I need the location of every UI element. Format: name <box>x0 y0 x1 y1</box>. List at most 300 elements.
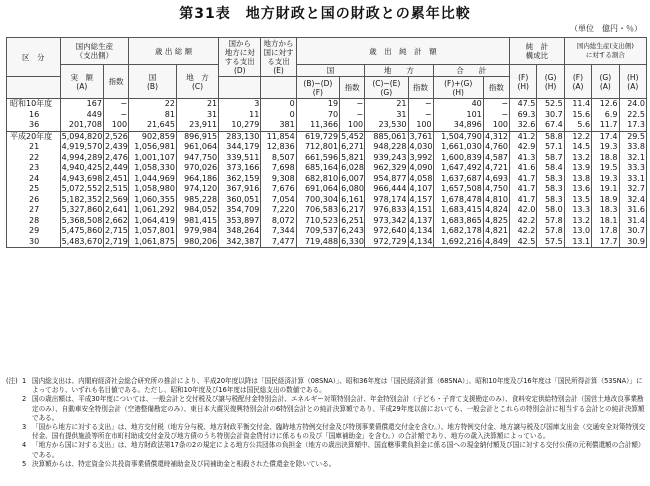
table-cell: 13.0 <box>564 226 591 237</box>
table-cell: 13.2 <box>564 216 591 227</box>
table-cell: 8,072 <box>261 216 296 227</box>
table-cell: 58.3 <box>537 195 564 206</box>
table-cell: 970,026 <box>176 163 218 174</box>
footnote-num: 5 <box>22 459 27 468</box>
table-cell: 344,179 <box>219 142 261 153</box>
header-from-kuni-spacer <box>219 77 261 99</box>
table-cell: 342,387 <box>219 237 261 248</box>
table-cell: 6,080 <box>341 184 364 193</box>
row-label: 27 <box>7 205 61 216</box>
table-cell: 2,641 <box>104 205 128 214</box>
table-cell: 348,264 <box>219 226 261 237</box>
footnote-item <box>6 377 646 395</box>
table-cell: 13.8 <box>564 174 591 185</box>
header-chiho-c: 地 方 (C) <box>176 65 218 99</box>
table-cell: − <box>408 99 433 110</box>
table-cell: 9,308 <box>261 174 296 185</box>
table-row <box>7 142 647 153</box>
table-cell: 978,174 <box>365 195 408 206</box>
table-cell: 11,366 <box>296 120 339 131</box>
table-cell: 0 <box>261 110 296 121</box>
table-cell: 6,028 <box>341 163 364 172</box>
table-cell: 52.5 <box>537 99 564 110</box>
table-cell: 19 <box>296 99 339 110</box>
table-row <box>7 174 647 185</box>
table-cell: 32.7 <box>619 184 646 195</box>
table-cell: 1,647,492 <box>433 163 483 174</box>
table-cell: 41.6 <box>510 163 537 174</box>
table-cell: 34,896 <box>433 120 483 131</box>
table-cell: 1,637,687 <box>433 174 483 185</box>
footnote-item <box>6 441 646 459</box>
table-cell: 70 <box>296 110 339 121</box>
table-cell: 1,058,980 <box>129 184 177 195</box>
table-cell: 4,137 <box>409 215 433 225</box>
table-cell: 30.7 <box>619 226 646 237</box>
table-cell: 58.8 <box>537 131 564 142</box>
row-label: 25 <box>7 184 61 195</box>
table-row <box>7 237 647 248</box>
table-cell: 31.4 <box>619 216 646 227</box>
table-cell: 1,683,865 <box>433 216 483 227</box>
table-row <box>7 216 647 227</box>
footnote-prefix <box>6 460 22 469</box>
table-cell: 4,760 <box>485 142 509 151</box>
row-label: 26 <box>7 195 61 206</box>
table-cell: 81 <box>129 110 177 121</box>
table-cell: 41.7 <box>510 174 537 185</box>
table-cell: 19.3 <box>592 142 619 153</box>
table-cell: 31.6 <box>619 205 646 216</box>
table-cell: 449 <box>60 110 103 121</box>
table-cell: 339,511 <box>219 153 261 164</box>
table-cell: 1,504,790 <box>433 131 483 142</box>
table-cell: 976,833 <box>365 205 408 216</box>
table-cell: 2,515 <box>104 184 128 193</box>
table-cell: 12.6 <box>592 99 619 110</box>
table-cell: 57.8 <box>537 226 564 237</box>
table-cell: 5,821 <box>341 152 364 162</box>
table-cell: 2,451 <box>104 173 128 183</box>
table-cell: 22.5 <box>619 110 646 121</box>
table-cell: − <box>103 110 128 121</box>
table-cell: 973,342 <box>365 216 408 227</box>
table-cell: 101 <box>433 110 483 121</box>
table-cell: 6,217 <box>341 205 364 214</box>
table-cell: 4,994,289 <box>61 152 103 162</box>
table-cell: 100 <box>103 120 128 131</box>
table-cell: 6,330 <box>341 236 364 246</box>
table-cell: 710,523 <box>296 216 339 227</box>
table-cell: 353,897 <box>219 216 261 227</box>
table-cell: 966,444 <box>365 184 408 195</box>
table-cell: 11.7 <box>592 120 619 131</box>
table-cell: 69.3 <box>510 110 537 121</box>
table-cell: 4,693 <box>485 173 509 183</box>
table-cell: 17.4 <box>592 131 619 142</box>
footnote-num: 3 <box>22 423 27 432</box>
table-cell: 7,054 <box>261 195 296 206</box>
table-cell: 4,943,698 <box>61 173 103 183</box>
table-cell: 19.1 <box>592 184 619 195</box>
table-row <box>7 205 647 216</box>
table-cell: 30.9 <box>619 237 646 248</box>
footnote-prefix: (注) <box>6 377 18 385</box>
table-cell: 1,682,178 <box>433 226 483 237</box>
table-cell: 8,507 <box>261 153 296 164</box>
table-cell: 11,854 <box>261 131 296 142</box>
header-kubun-spacer <box>7 77 61 99</box>
table-cell: 19.5 <box>592 163 619 174</box>
table-cell: 32.4 <box>619 195 646 206</box>
table-cell: 4,134 <box>409 236 433 246</box>
table-cell: 32.6 <box>510 120 537 131</box>
table-cell: 57.5 <box>537 237 564 248</box>
table-cell: 981,415 <box>176 216 218 227</box>
table-cell: 58.0 <box>537 205 564 216</box>
table-row <box>7 153 647 164</box>
table-cell: 33.8 <box>619 142 646 153</box>
table-cell: 13.6 <box>564 184 591 195</box>
table-cell: 1,060,355 <box>129 195 177 206</box>
header-bd: (B)−(D) (F) <box>296 77 339 99</box>
header-fa: (F) (A) <box>564 65 591 99</box>
row-label: 昭和10年度 <box>7 99 61 110</box>
table-cell: 12,836 <box>261 142 296 153</box>
table-cell: − <box>340 99 365 110</box>
row-label: 23 <box>7 163 61 174</box>
table-row <box>7 163 647 174</box>
footnote-text: 国内総支出は、内閣府経済社会総合研究所の推計により、平成20年度以降は「国民経済計算（08SNA）」、昭和36年度は「国民経済計算（68SNA）」、昭和10年度及び16年度は「国民所得計算（53SNA）」によっており、いずれも名目値である。ただし、昭和10年度及び16年度は国民総支出の数値である。 <box>32 377 643 395</box>
table-cell: 7,477 <box>261 237 296 248</box>
table-cell: 6,161 <box>341 194 364 204</box>
table-cell: 1,061,292 <box>129 205 177 216</box>
table-cell: 67.4 <box>537 120 564 131</box>
table-cell: 1,056,981 <box>129 142 177 153</box>
table-cell: 4,721 <box>485 163 509 172</box>
table-cell: 4,107 <box>409 184 433 193</box>
table-cell: 4,151 <box>409 205 433 214</box>
footnotes <box>6 377 646 469</box>
table-cell: 902,859 <box>129 131 177 142</box>
header-kubun: 区 分 <box>7 38 61 77</box>
table-cell: 719,488 <box>296 237 339 248</box>
table-cell: 23,530 <box>365 120 408 131</box>
table-row <box>7 195 647 206</box>
row-label: 28 <box>7 216 61 227</box>
table-cell: 31 <box>365 110 408 121</box>
table-cell: 954,877 <box>365 174 408 185</box>
table-cell: 57.8 <box>537 216 564 227</box>
table-cell: 360,051 <box>219 195 261 206</box>
table-cell: 58.3 <box>537 174 564 185</box>
table-cell: 41.2 <box>510 131 537 142</box>
table-cell: 5,094,820 <box>61 131 103 141</box>
header-ce: (C)−(E) (G) <box>365 77 408 99</box>
footnote-text: 「国から地方に対する支出」は、地方交付税（地方分与税、地方財政平衡交付金、臨時地方特例交付金及び特別事業債償還交付金を含む。）、地方特例交付金、地方譲与税及び国庫支出金（交通安全対策特別交付金、国有提供施設等所在市町村助成交付金及び地方債のうち特別会計資金貸付けに係るもの及び「国庫補助金」を含む。）の合計額であり、地方の歳入決算額によっている。 <box>32 423 646 441</box>
table-cell: 6.9 <box>592 110 619 121</box>
table-cell: 42.2 <box>510 216 537 227</box>
header-expenditure: 歳 出 総 額 <box>129 38 219 65</box>
table-cell: 30.7 <box>537 110 564 121</box>
table-cell: 40 <box>433 99 483 110</box>
table-cell: 17.7 <box>592 237 619 248</box>
table-cell: 373,166 <box>219 163 261 174</box>
table-cell: 2,715 <box>104 226 128 235</box>
table-cell: 962,329 <box>365 163 408 174</box>
table-cell: 18.1 <box>592 216 619 227</box>
table-cell: 948,228 <box>365 142 408 153</box>
table-cell: 985,228 <box>176 195 218 206</box>
table-body <box>7 99 647 248</box>
row-label: 30 <box>7 237 61 248</box>
footnote-text: 決算額からは、特定資金公共投資事業債償還時補助金及び同補助金と相殺された償還金を除いている。 <box>32 459 336 468</box>
table-row <box>7 110 647 121</box>
table-cell: 4,750 <box>485 184 509 193</box>
table-cell: 12.2 <box>564 131 591 142</box>
table-header <box>7 38 647 99</box>
table-cell: 21,645 <box>129 120 177 131</box>
table-cell: 3,761 <box>409 131 433 141</box>
table-cell: 33.3 <box>619 163 646 174</box>
table-cell: 100 <box>408 120 433 131</box>
footnote-num: 1 <box>22 377 27 385</box>
footnote-num: 2 <box>22 395 27 404</box>
header-gdp: 国内総生産 （支出側） <box>60 38 128 65</box>
table-cell: 21 <box>176 99 218 110</box>
table-cell: 6,007 <box>341 173 364 183</box>
table-cell: 19.3 <box>592 174 619 185</box>
row-label: 平成20年度 <box>7 131 61 142</box>
table-cell: 964,186 <box>176 174 218 185</box>
table-cell: 6,251 <box>341 215 364 225</box>
table-cell: 13.9 <box>564 163 591 174</box>
table-cell: 201,708 <box>60 120 103 131</box>
table-cell: 939,243 <box>365 153 408 164</box>
table-cell: − <box>103 99 128 110</box>
table-cell: 984,052 <box>176 205 218 216</box>
table-cell: 972,729 <box>365 237 408 248</box>
table-row <box>7 99 647 110</box>
table-cell: 4,849 <box>485 236 509 246</box>
table-cell: 709,537 <box>296 226 339 237</box>
header-gdp-actual: 実 額 (A) <box>60 65 103 99</box>
table-row <box>7 120 647 131</box>
table-cell: 57.1 <box>537 142 564 153</box>
table-cell: 13.2 <box>564 153 591 164</box>
table-cell: 18.8 <box>592 153 619 164</box>
table-cell: 1,683,415 <box>433 205 483 216</box>
table-cell: 661,596 <box>296 153 339 164</box>
table-cell: 362,159 <box>219 174 261 185</box>
table-cell: 47.5 <box>510 99 537 110</box>
table-cell: 13.3 <box>564 205 591 216</box>
table-row <box>7 226 647 237</box>
table-cell: 10,279 <box>219 120 261 131</box>
table-cell: 974,120 <box>176 184 218 195</box>
table-cell: 7,220 <box>261 205 296 216</box>
table-cell: 41.7 <box>510 195 537 206</box>
table-cell: 15.6 <box>564 110 591 121</box>
table-cell: 4,030 <box>409 142 433 151</box>
header-ce-index: 指数 <box>408 77 433 99</box>
header-net-chiho: 地 方 <box>365 65 433 77</box>
table-cell: 700,304 <box>296 195 339 206</box>
row-label: 29 <box>7 226 61 237</box>
row-label: 24 <box>7 174 61 185</box>
table-cell: 5,475,860 <box>61 226 103 235</box>
table-cell: 14.5 <box>564 142 591 153</box>
table-cell: − <box>340 110 365 121</box>
table-cell: 947,750 <box>176 153 218 164</box>
table-cell: 2,439 <box>104 142 128 151</box>
table-row <box>7 184 647 195</box>
table-cell: 4,940,425 <box>61 163 103 172</box>
table-cell: 1,058,330 <box>129 163 177 174</box>
header-from-chiho: 地方から 国に対す る支出 (E) <box>261 38 296 77</box>
table-cell: − <box>408 110 433 121</box>
table-cell: 2,526 <box>104 131 128 141</box>
table-cell: 1,600,839 <box>433 153 483 164</box>
table-cell: 4,821 <box>485 226 509 235</box>
table-cell: 1,064,419 <box>129 216 177 227</box>
table-cell: 4,090 <box>409 163 433 172</box>
table-cell: 42.2 <box>510 226 537 237</box>
table-cell: 0 <box>261 99 296 110</box>
header-gdp-ratio: 国内総生産(支出側) に対する割合 <box>564 38 646 65</box>
table-cell: 6,243 <box>341 226 364 235</box>
table-cell: 22 <box>129 99 177 110</box>
table-cell: 18.3 <box>592 205 619 216</box>
table-cell: 41.3 <box>510 153 537 164</box>
header-gdp-index: 指数 <box>103 65 128 99</box>
table-cell: 17.3 <box>619 120 646 131</box>
header-net-expenditure: 歳 出 純 計 額 <box>296 38 509 65</box>
table-cell: − <box>483 110 509 121</box>
table-cell: 1,678,478 <box>433 195 483 206</box>
table-cell: 24.0 <box>619 99 646 110</box>
table-cell: 961,064 <box>176 142 218 153</box>
table-cell: 7,676 <box>261 184 296 195</box>
table-cell: 23,911 <box>176 120 218 131</box>
table-cell: 42.9 <box>510 142 537 153</box>
table-cell: 1,061,875 <box>129 237 177 248</box>
table-cell: 712,801 <box>296 142 339 153</box>
table-cell: 5,483,670 <box>61 236 103 246</box>
header-kuni-b: 国 (B) <box>129 65 177 99</box>
table-cell: 4,587 <box>485 152 509 162</box>
table-cell: 4,919,570 <box>61 142 103 151</box>
table-cell: 283,130 <box>219 131 261 142</box>
table-cell: 13.1 <box>564 237 591 248</box>
table-cell: 979,984 <box>176 226 218 237</box>
table-cell: 885,061 <box>365 131 408 142</box>
table-cell: 682,810 <box>296 174 339 185</box>
table-cell: 1,692,216 <box>433 237 483 248</box>
comparison-table <box>6 37 647 248</box>
table-cell: 4,134 <box>409 226 433 235</box>
table-cell: 58.7 <box>537 153 564 164</box>
table-cell: 13.5 <box>564 195 591 206</box>
table-cell: 980,206 <box>176 237 218 248</box>
row-label: 16 <box>7 110 61 121</box>
table-cell: 5,368,508 <box>61 215 103 225</box>
table-row <box>7 131 647 142</box>
table-cell: 4,825 <box>485 215 509 225</box>
table-cell: 5,072,552 <box>61 184 103 193</box>
footnote-num: 4 <box>22 441 27 450</box>
header-net-kuni: 国 <box>296 65 364 77</box>
header-from-kuni: 国から 地方に対 する支出 (D) <box>219 38 261 77</box>
table-cell: 6,271 <box>341 142 364 151</box>
table-cell: 2,449 <box>104 163 128 172</box>
footnote-item <box>6 460 646 469</box>
table-cell: 11.4 <box>564 99 591 110</box>
table-cell: 58.3 <box>537 184 564 195</box>
table-cell: 1,057,801 <box>129 226 177 237</box>
table-cell: 1,044,969 <box>129 174 177 185</box>
footnote-prefix <box>6 423 22 441</box>
footnote-item <box>6 423 646 441</box>
table-cell: 5,182,352 <box>61 194 103 204</box>
table-cell: 31 <box>176 110 218 121</box>
table-cell: − <box>483 99 509 110</box>
table-cell: 32.1 <box>619 153 646 164</box>
table-cell: 4,810 <box>485 194 509 204</box>
table-cell: 3,992 <box>409 152 433 162</box>
table-cell: 381 <box>261 120 296 131</box>
table-cell: 1,657,508 <box>433 184 483 195</box>
header-bd-index: 指数 <box>340 77 365 99</box>
table-title: 第31表 地方財政と国の財政との累年比較 <box>179 6 471 22</box>
footnote-prefix <box>6 395 22 423</box>
table-cell: 4,312 <box>485 131 509 141</box>
table-cell: 3 <box>219 99 261 110</box>
unit-label: （単位 億円・％） <box>570 24 642 33</box>
table-cell: 18.9 <box>592 195 619 206</box>
header-gh: (G) (H) <box>537 65 564 99</box>
table-cell: 2,569 <box>104 194 128 204</box>
table-cell: 5,452 <box>341 131 364 141</box>
table-cell: 354,709 <box>219 205 261 216</box>
table-cell: 41.7 <box>510 184 537 195</box>
row-label: 36 <box>7 120 61 131</box>
table-cell: 29.5 <box>619 131 646 142</box>
table-cell: 7,698 <box>261 163 296 174</box>
table-cell: 17.8 <box>592 226 619 237</box>
table-cell: 367,916 <box>219 184 261 195</box>
table-cell: 5,327,860 <box>61 205 103 214</box>
table-cell: 2,662 <box>104 215 128 225</box>
table-cell: 619,729 <box>296 131 339 142</box>
footnote-text: 「地方から国に対する支出」は、地方財政法第17条の2の規定による地方公共団体の負担金（地方の歳出決算額中、国直轄事業負担金に係る国への現金納付額及び国に対する交付公債の元利償還額の合計額）である。 <box>32 441 645 459</box>
header-fh: (F) (H) <box>510 65 537 99</box>
table-cell: 691,064 <box>296 184 339 195</box>
footnote-text: 国の歳出額は、平成30年度については、一般会計と交付税及び譲与税配付金特別会計、エネルギー対策特別会計、年金特別会計（子ども・子育て支援勘定のみ）、食料安定供給特別会計（国営土地改良事業勘定のみ）、自動車安全特別会計（空港整備勘定のみ）、東日本大震災復興特別会計の6特別会計との純計決算額であり、平成29年度以前においても、一般会計とこれらの特別会計に相当する会計との純計決算額である。 <box>32 395 645 422</box>
header-ratio: 純 計 構成比 <box>510 38 565 65</box>
table-cell: 2,719 <box>104 236 128 246</box>
table-cell: 706,583 <box>296 205 339 216</box>
header-fg: (F)+(G) (H) <box>433 77 483 99</box>
table-cell: 4,824 <box>485 205 509 214</box>
table-cell: 1,001,107 <box>129 153 177 164</box>
footnote-prefix <box>6 441 22 459</box>
header-ha: (H) (A) <box>619 65 646 99</box>
table-cell: 58.4 <box>537 163 564 174</box>
table-cell: 4,157 <box>409 194 433 204</box>
table-cell: 896,915 <box>176 131 218 142</box>
table-cell: 5.6 <box>564 120 591 131</box>
